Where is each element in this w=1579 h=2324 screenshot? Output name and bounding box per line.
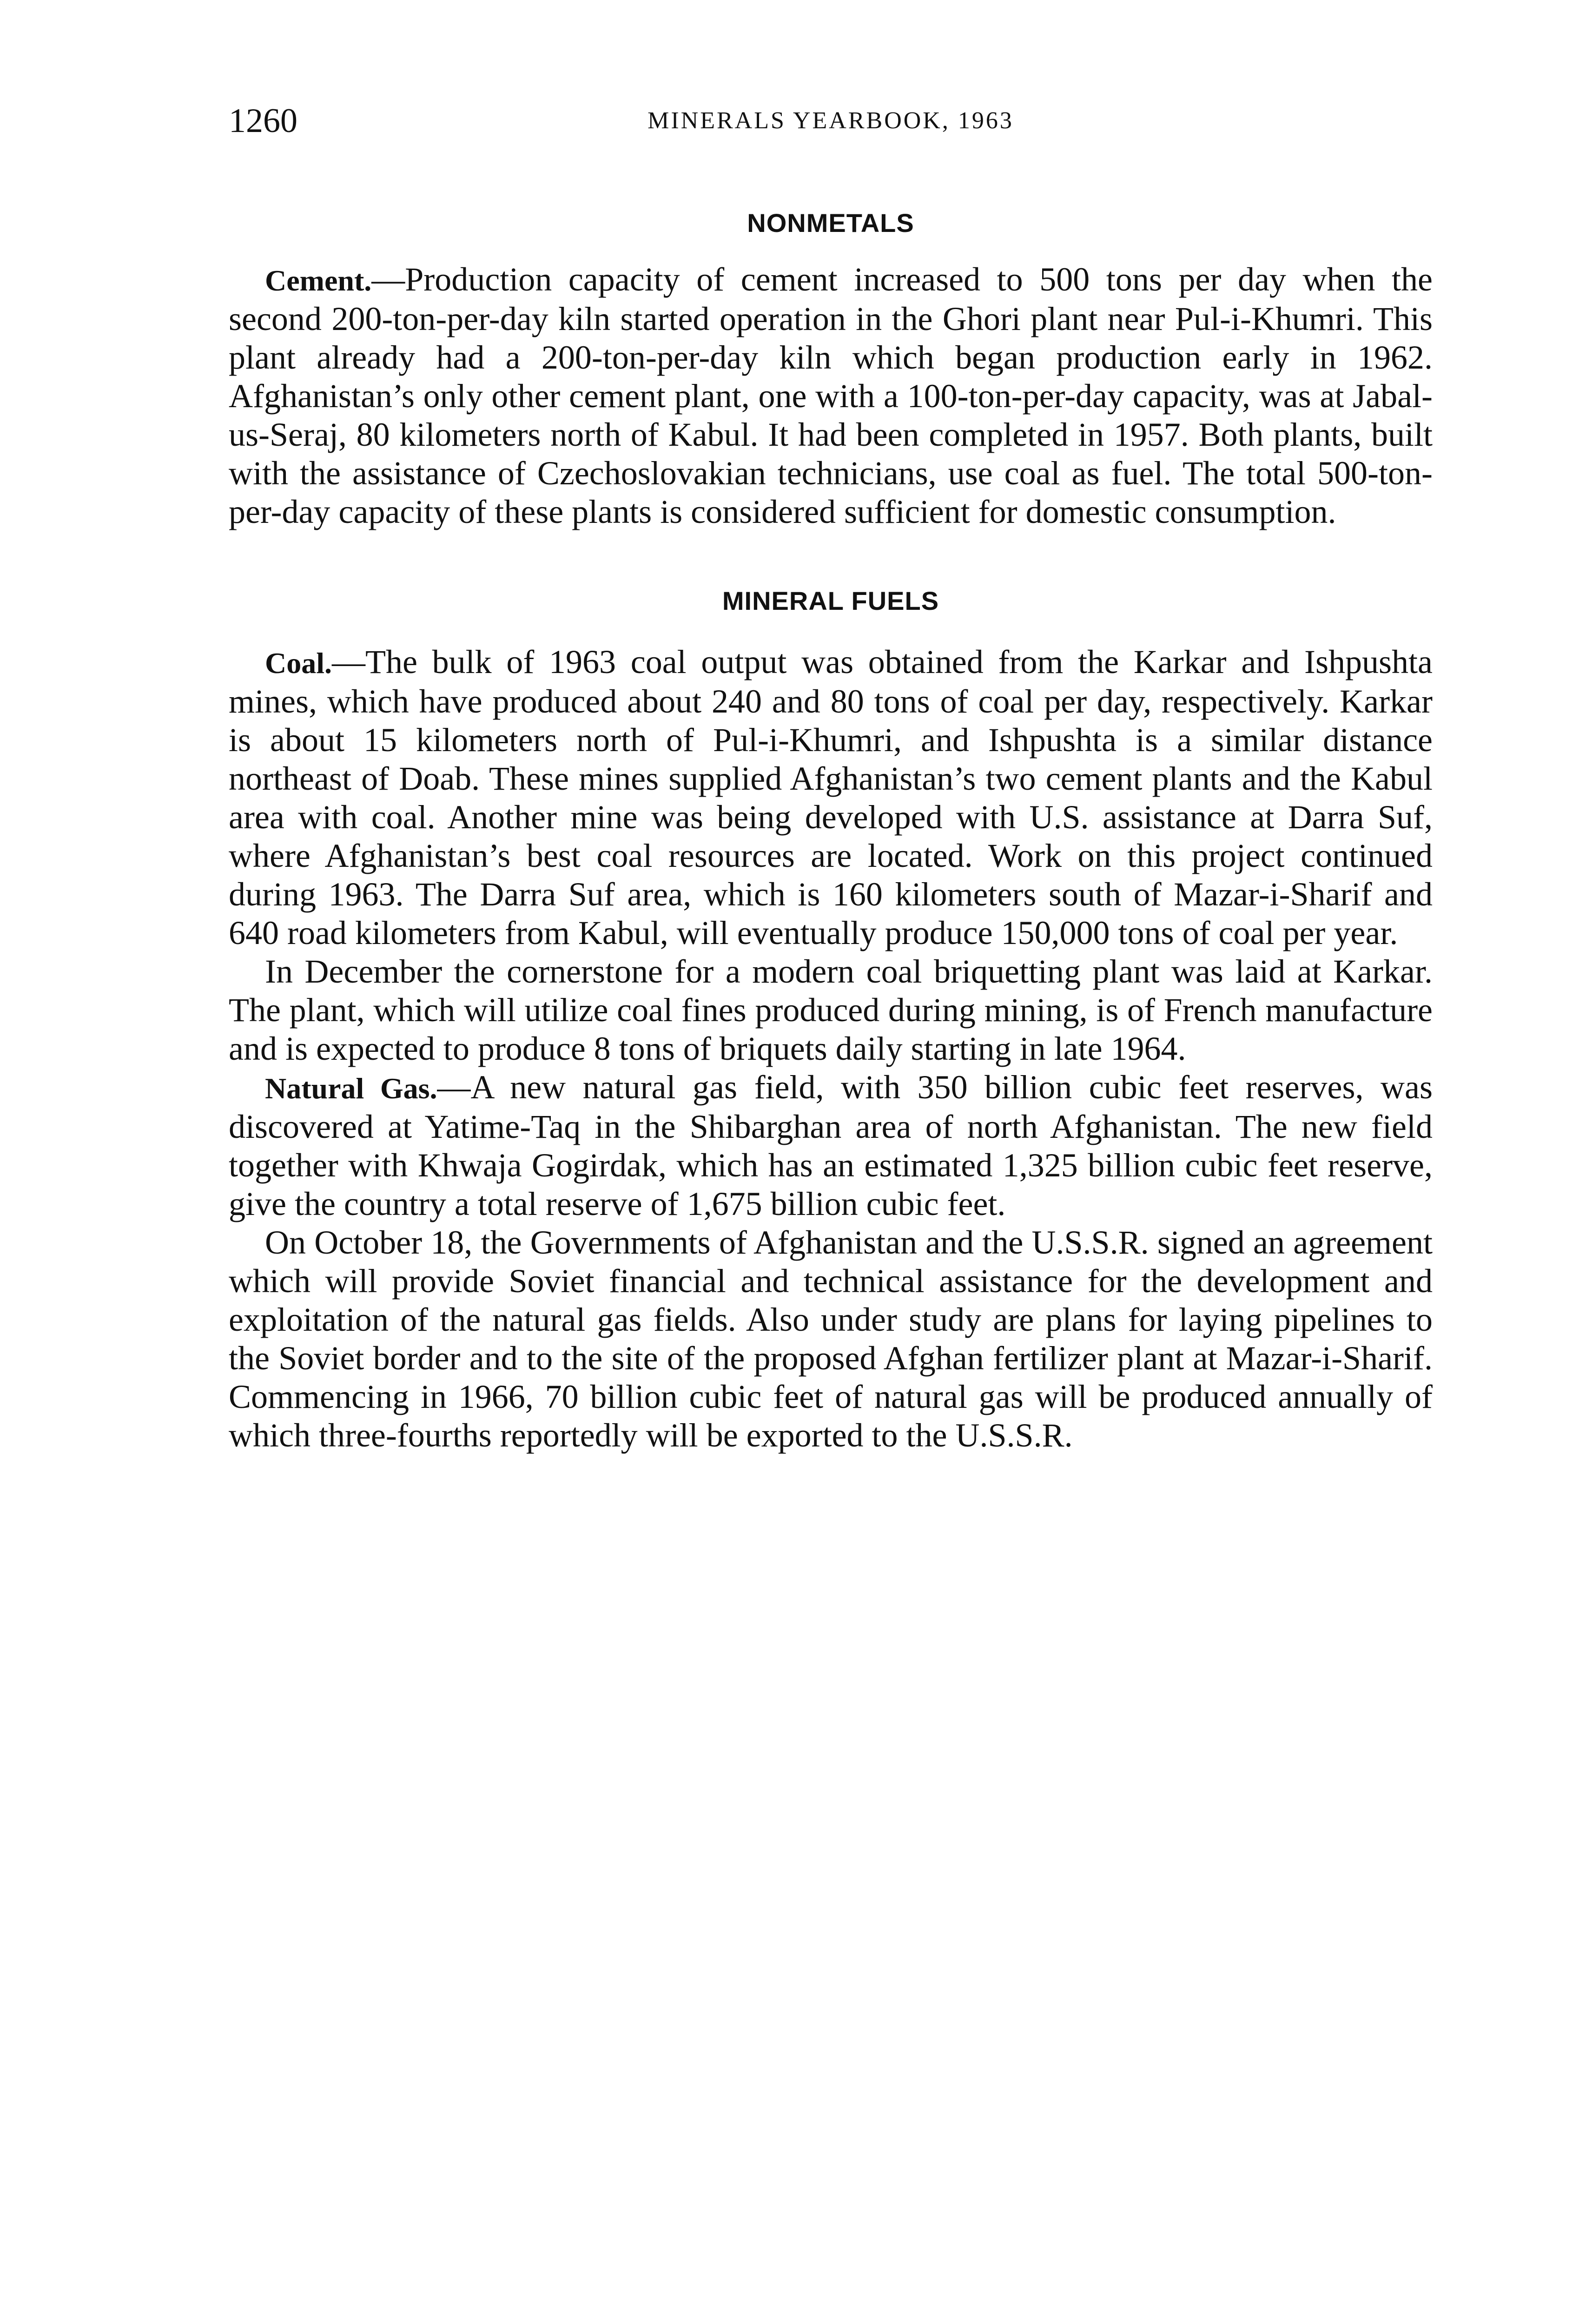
- paragraph-cement: [229, 260, 1433, 531]
- running-title: MINERALS YEARBOOK, 1963: [647, 107, 1014, 134]
- run-in-heading-cement: Cement.: [265, 264, 372, 297]
- paragraph-text: —A new natural gas field, with 350 billion cubic feet reserves, was discovered at Yatime-Taq in the Shibarghan area of north Afghanistan. The new field together with Khwaja Gogirdak, which has an estimated 1,325 billion cubic feet reserve, give the country a total reserve of 1,675 billion cubic feet.: [229, 1069, 1433, 1222]
- running-head: [229, 93, 1433, 149]
- page-number: 1260: [229, 102, 297, 140]
- paragraph-natural-gas: [229, 1068, 1433, 1223]
- paragraph-text: —Production capacity of cement increased to 500 tons per day when the second 200-ton-per-day kiln started operation in the Ghori plant near Pul-i-Khumri. This plant already had a 200-ton-per-day kiln which began production early in 1962. Afghanistan’s only other cement plant, one with a 100-ton-per-day capacity, was at Jabal-us-Seraj, 80 kilometers north of Kabul. It had been completed in 1957. Both plants, built with the assistance of Czechoslovakian technicians, use coal as fuel. The total 500-ton-per-day capacity of these plants is considered sufficient for domestic consumption.: [229, 261, 1433, 530]
- document-page: [229, 93, 1433, 1455]
- run-in-heading-natural-gas: Natural Gas.: [265, 1072, 437, 1105]
- paragraph-agreement: On October 18, the Governments of Afghanistan and the U.S.S.R. signed an agreement which will provide Soviet financial and technical assistance for the development and exploitation of the natural gas fields. Also under study are plans for laying pipelines to the Soviet border and to the site of the proposed Afghan fertilizer plant at Mazar-i-Sharif. Commencing in 1966, 70 billion cubic feet of natural gas will be produced annually of which three-fourths reportedly will be exported to the U.S.S.R.: [229, 1224, 1433, 1454]
- paragraph-text: —The bulk of 1963 coal output was obtained from the Karkar and Ishpushta mines, which have produced about 240 and 80 tons of coal per day, respectively. Karkar is about 15 kilometers north of Pul-i-Khumri, and Ishpushta is a similar distance northeast of Doab. These mines supplied Afghanistan’s two cement plants and the Kabul area with coal. Another mine was being developed with U.S. assistance at Darra Suf, where Afghanistan’s best coal resources are located. Work on this project continued during 1963. The Darra Suf area, which is 160 kilometers south of Mazar-i-Sharif and 640 road kilometers from Kabul, will eventually produce 150,000 tons of coal per year.: [229, 643, 1433, 951]
- section-heading-mineral-fuels: MINERAL FUELS: [722, 586, 939, 615]
- section-heading-nonmetals: NONMETALS: [747, 208, 914, 238]
- paragraph-briquetting: In December the cornerstone for a modern coal briquetting plant was laid at Karkar. The plant, which will utilize coal fines produced during mining, is of French manufacture and is expected to produce 8 tons of briquets daily starting in late 1964.: [229, 953, 1433, 1067]
- run-in-heading-coal: Coal.: [265, 647, 332, 680]
- paragraph-coal: [229, 643, 1433, 952]
